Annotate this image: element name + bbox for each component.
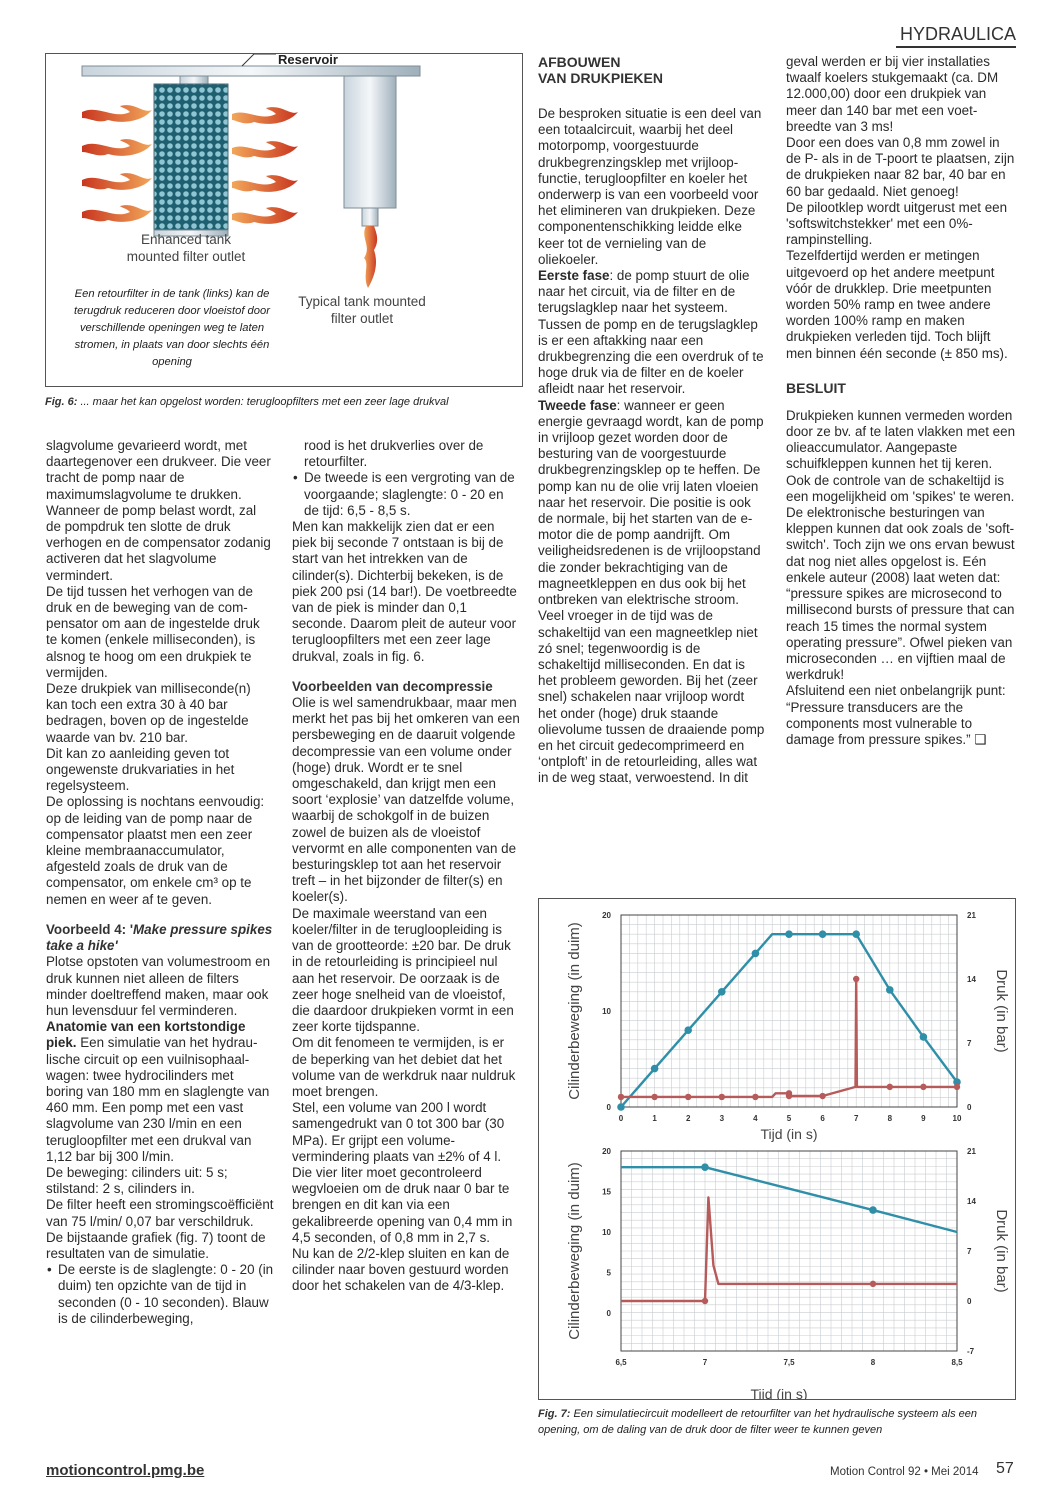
- y-tick-label: 10: [602, 1227, 611, 1237]
- x-tick-label: 8,5: [951, 1358, 963, 1367]
- x-tick-label: 10: [952, 1114, 962, 1123]
- x-axis-label: Tijd (in s): [750, 1386, 808, 1399]
- column-1: [46, 438, 274, 1327]
- y2-tick-label: 21: [967, 1147, 976, 1156]
- figure-6-caption: [45, 394, 525, 410]
- paragraph: De filter heeft een stromingscoëfficiënt van 75 l/min/ 0,07 bar verschildruk.: [46, 1197, 274, 1229]
- y2-tick-label: 0: [967, 1297, 972, 1306]
- paragraph: Tezelfdertijd werden er metingen uitgevoerd op het andere meetpunt vóór de drukklep. Drie meetpunten worden 50% ramp en twee andere worden 100% ramp en maken drukpieken verleden tijd. Toch blijft men binnen één seconde (± 850 ms).: [786, 248, 1008, 361]
- data-point: [954, 1084, 960, 1090]
- single-outflow-arrow: [364, 226, 377, 288]
- paragraph: De maximale weerstand van een koeler/filter in de terugloopleiding is van de grootteorde: ±20 bar. De druk in de retourleiding is principieel nul aan het reservoir. De oorzaak is de zeer hoge snelheid van de vloeistof, die daardoor drukpieken vormt in een zeer korte tijdspanne.: [292, 905, 514, 1035]
- enhanced-label-line1: Enhanced tank: [140, 232, 232, 247]
- enhanced-label-line2: mounted filter outlet: [126, 249, 246, 264]
- y2-tick-label: 14: [967, 975, 976, 984]
- paragraph: Olie is wel samendrukbaar, maar men merkt het pas bij het omkeren van een persbeweging en de daaruit volgende decompressie van een volume onder (hoge) druk. Wordt er te snel omgeschakeld, dan krijgt men een soort ‘explosie’ van datzelfde volume, waarbij de schokgolf in de buizen zowel de buizen als de vloeistof vervormt en alle componenten van de besturingsklep tot aan het reservoir treft – in het bijzonder de filter(s) en koeler(s).: [292, 695, 520, 905]
- data-point: [752, 950, 760, 958]
- simulation-charts: [539, 899, 1015, 1399]
- data-point: [920, 1033, 928, 1041]
- paragraph: Deze drukpiek van milliseconde(n) kan toch een extra 30 à 40 bar bedragen, boven op de ingestelde waarde van bv. 210 bar.: [46, 681, 251, 745]
- paragraph: Dit kan zo aanleiding geven tot ongewenste drukvariaties in het regelsysteem.: [46, 745, 235, 794]
- outflow-arrows-left: [82, 105, 152, 222]
- data-point: [819, 930, 827, 938]
- paragraph: slagvolume gevarieerd wordt, met daartegenover een drukveer. Die veer tracht de pomp naar de maximumslagvolume te drukken. Wanneer de pomp belast wordt, zal de pompdruk ten slotte de druk verhogen en de compensator zodanig activeren dat het slagvolume vermindert.: [46, 438, 271, 583]
- x-tick-label: 7: [702, 1358, 708, 1367]
- data-point: [651, 1094, 657, 1100]
- y-axis-label: Cilinderbeweging (in duim): [566, 1162, 583, 1340]
- paragraph: De besproken situatie is een deel van een totaalcircuit, waarbij het deel motorpomp, voorgestuurde drukbegrenzingsklep met vrijloopfunctie, terugloopfilter en koeler het onderwerp is van een voorbeeld voor het elimineren van drukpieken. Deze componentenschikking leidde elke keer tot de vernieling van de oliekoeler.: [538, 106, 762, 267]
- list-item: • De tweede is een vergroting van de voorgaande; slaglengte: 0 - 20 en de tijd: 6,5 - 8,5 s.: [304, 470, 520, 519]
- chart-1: [566, 911, 1010, 1142]
- x-axis-label: Tijd (in s): [760, 1126, 818, 1142]
- x-tick-label: 9: [921, 1114, 926, 1123]
- chart-grid: [621, 1151, 957, 1351]
- y-axis-label: Cilinderbeweging (in duim): [566, 922, 583, 1100]
- svg-text:Een retourfilter in de tank (l: Een retourfilter in de tank (links) kan de: [74, 288, 270, 300]
- paragraph: De beweging: cilinders uit: 5 s; stilstand: 2 s, cilinders in.: [46, 1164, 228, 1197]
- y-tick-label: 0: [606, 1103, 611, 1112]
- x-tick-label: 7: [853, 1114, 859, 1123]
- x-tick-label: 1: [652, 1114, 657, 1123]
- data-point: [870, 1281, 876, 1287]
- subheading-voorbeeld-4: Voorbeeld 4: 'Make pressure spikes take a hike': [46, 921, 273, 954]
- x-tick-label: 8: [887, 1114, 893, 1123]
- section-heading-besluit: BESLUIT: [786, 379, 846, 396]
- paragraph: Men kan makkelijk zien dat er een piek bij seconde 7 ontstaan is bij de start van het intrekken van de cilinder(s). Dichterbij bekeken, is de piek 200 psi (14 bar!). De voetbreedte van de piek is minder dan 0,1 seconde. Daarom pleit de auteur voor terugloopfilters met een zeer lage drukval, zoals in fig. 6.: [292, 519, 517, 664]
- section-header: [896, 24, 1016, 48]
- data-point: [701, 1163, 709, 1171]
- typical-filter-housing: [344, 76, 396, 208]
- data-point: [684, 1026, 692, 1034]
- caption-text: ... maar het kan opgelost worden: terugloopfilters met een zeer lage drukval: [77, 396, 449, 408]
- paragraph: Door een does van 0,8 mm zowel in de P- als in de T-poort te plaatsen, zijn de drukpieken naar 82 bar, 40 bar en 60 bar gedaald. Niet genoeg!: [786, 135, 1015, 199]
- section-title: HYDRAULICA: [899, 24, 1016, 44]
- data-point: [819, 1093, 825, 1099]
- paragraph: De pilootklep wordt uitgerust met een 'softswitchstekker' met een 0%-rampinstelling.: [786, 199, 1008, 248]
- y-tick-label: 10: [602, 1007, 611, 1016]
- footer-url[interactable]: motioncontrol.pmg.be: [46, 1462, 205, 1479]
- column-4: [786, 54, 1016, 748]
- x-tick-label: 4: [753, 1114, 758, 1123]
- end-mark-icon: ❑: [974, 731, 987, 747]
- svg-text:opening: opening: [152, 356, 192, 368]
- x-tick-label: 5: [786, 1114, 792, 1123]
- list-item-continued: rood is het drukverlies over de retourfilter.: [304, 438, 484, 470]
- y2-tick-label: -7: [967, 1347, 975, 1356]
- data-point: [651, 1065, 659, 1073]
- data-point: [853, 976, 859, 982]
- paragraph: geval werden er bij vier installaties twaalf koelers stukgemaakt (ca. DM 12.000,00) door een drukpiek van meer dan 140 bar met een voetbreedte van 3 ms!: [786, 54, 999, 134]
- y2-tick-label: 7: [967, 1039, 972, 1048]
- y2-tick-label: 21: [967, 911, 976, 920]
- reservoir-label: Reservoir: [278, 54, 338, 67]
- data-point: [887, 1084, 893, 1090]
- data-point: [886, 986, 894, 994]
- caption-text: Een simulatiecircuit modelleert de retourfilter van het hydraulische systeem als een opening, om de daling van de druk door de filter weer te kunnen geven: [538, 1408, 977, 1436]
- x-tick-label: 0: [618, 1114, 624, 1123]
- section-underline: [896, 46, 1016, 48]
- y2-tick-label: 0: [967, 1103, 972, 1112]
- paragraph: Nu kan de 2/2-klep sluiten en kan de cilinder naar boven gestuurd worden door het schakelen van de 4/3-klep.: [292, 1245, 510, 1294]
- chart-2: [566, 1147, 1010, 1399]
- paragraph: Afsluitend een niet onbelangrijk punt: “Pressure transducers are the components most vulnerable to damage from pressure spikes.” ❑: [786, 683, 1006, 747]
- data-point: [869, 1206, 877, 1214]
- paragraph: Stel, een volume van 200 l wordt samengedrukt van 0 tot 300 bar (30 MPa). Er grijpt een volumevermindering plaats van ±2% of 4 l. Die vier liter moet gecontroleerd wegvloeien om de druk naar 0 bar te brengen en dit kan via een gekalibreerde opening van 0,4 mm in 4,5 seconden, of 0,8 mm in 2,7 s.: [292, 1100, 513, 1245]
- y2-tick-label: 7: [967, 1247, 972, 1256]
- paragraph: Drukpieken kunnen vermeden worden door ze bv. af te laten vlakken met een olieaccumulator. Aangepaste schuifkleppen kunnen het tij keren. Ook de controle van de schakeltijd is een mogelijkheid om 'spikes' te weren. De elektronische besturingen van kleppen kunnen dat ook zoals de 'soft-switch'. Toch zijn we ons ervan bewust dat nog niet alles opgelost is. Eén enkele auteur (2008) laat weten dat: “pressure spikes are microsecond to millisecond bursts of pressure that can reach 15 times the normal system operating pressure”. Ofwel pieken van microseconden … en vijftien maal de werkdruk!: [786, 407, 1016, 683]
- caption-label: Fig. 7:: [538, 1408, 571, 1420]
- bullet-list: [46, 1262, 274, 1327]
- column-3: [538, 54, 766, 787]
- y-tick-label: 20: [602, 911, 611, 920]
- paragraph: Veel vroeger in de tijd was de schakeltijd van een magneetklep niet zó snel; tegenwoordig is de schakeltijd milliseconden. En dat is het probleem geworden. Bij het (zeer snel) schakelen naar vrijloop wordt het onder (hoge) druk staande olievolume tussen de draaiende pomp en het circuit gedecomprimeerd en ‘ontploft’ in de retourleiding, alles wat in de weg staat, verwoestend. In dit: [538, 608, 765, 786]
- reservoir-plate: [82, 66, 420, 76]
- x-tick-label: 7,5: [783, 1358, 795, 1367]
- data-point: [786, 1093, 792, 1099]
- x-tick-label: 6: [820, 1114, 825, 1123]
- data-point: [618, 1094, 624, 1100]
- data-point: [785, 930, 793, 938]
- svg-text:terugdruk reduceren door vloei: terugdruk reduceren door vloeistof door: [74, 305, 270, 317]
- data-point: [920, 1084, 926, 1090]
- y2-tick-label: 14: [967, 1197, 976, 1206]
- typical-label-line1: Typical tank mounted: [298, 294, 426, 309]
- y-tick-label: 5: [606, 1268, 611, 1278]
- data-point: [617, 1103, 625, 1111]
- figure-7: [538, 898, 1016, 1400]
- figure-7-caption: [538, 1406, 1008, 1438]
- bullet-list: [292, 438, 520, 519]
- svg-text:stromen, in plaats van door sl: stromen, in plaats van door slechts één: [74, 339, 270, 351]
- filter-illustration: [46, 54, 522, 386]
- paragraph: Plotse opstoten van volumestroom en druk kunnen niet alleen de filters minder doeltreffend maken, maar ook hun levensduur fel verminderen.: [46, 954, 271, 1018]
- data-point: [752, 1094, 758, 1100]
- inset-caption: [74, 288, 271, 368]
- subheading-decompressie: Voorbeelden van decompressie: [292, 678, 493, 694]
- footer-issue: Motion Control 92 • Mei 2014: [830, 1466, 979, 1478]
- paragraph: Anatomie van een kortstondige piek. Een simulatie van het hydraulische circuit op een vuilnisophaalwagen: twee hydrocilinders met boring van 180 mm en slaglengte van 460 mm. Een pomp met een vast slagvolume van 230 l/min en een terugloopfilter met een drukval van 1,12 bar bij 300 l/min.: [46, 1019, 270, 1164]
- data-point: [719, 1094, 725, 1100]
- figure-6: [45, 53, 523, 387]
- paragraph: De bijstaande grafiek (fig. 7) toont de resultaten van de simulatie.: [46, 1229, 266, 1261]
- y2-axis-label: Druk (in bar): [993, 1209, 1010, 1293]
- data-point: [685, 1094, 691, 1100]
- x-tick-label: 6,5: [615, 1358, 627, 1367]
- paragraph: Om dit fenomeen te vermijden, is er de beperking van het debiet dat het volume van de werkdruk naar nuldruk moet brengen.: [292, 1035, 516, 1099]
- section-heading-afbouwen: AFBOUWEN VAN DRUKPIEKEN: [538, 54, 663, 86]
- svg-text:verschillende openingen weg te: verschillende openingen weg te laten: [79, 322, 265, 334]
- page-number: 57: [996, 1460, 1014, 1477]
- y-tick-label: 15: [602, 1187, 611, 1197]
- paragraph: Eerste fase: de pomp stuurt de olie naar het circuit, via de filter en de terugslagklep naar het systeem. Tussen de pomp en de terugslagklep is er een aftakking naar een drukbegrenzing die een overdruk of te hoge druk via de filter en de koeler afleidt naar het reservoir.: [538, 268, 764, 397]
- outflow-arrows-right: [232, 107, 298, 224]
- paragraph: De tijd tussen het verhogen van de druk en de beweging van de compensator om aan de ingestelde druk te komen (enkele milliseconden), is alsnog te hoog om een drukpiek te vermijden.: [46, 583, 260, 680]
- x-tick-label: 8: [870, 1358, 876, 1367]
- typical-label-line2: filter outlet: [330, 311, 394, 326]
- data-point: [852, 930, 860, 938]
- enhanced-filter-element: [154, 84, 228, 232]
- column-2: [292, 438, 520, 1295]
- x-tick-label: 3: [719, 1114, 725, 1123]
- y-tick-label: 20: [602, 1147, 611, 1156]
- x-tick-label: 2: [685, 1114, 691, 1123]
- data-point: [718, 988, 726, 996]
- list-item: • De eerste is de slaglengte: 0 - 20 (in duim) ten opzichte van de tijd in seconden (0 - 10 seconden). Blauw is de cilinderbeweging,: [58, 1262, 274, 1327]
- y-tick-label: 0: [606, 1308, 611, 1318]
- y2-axis-label: Druk (in bar): [993, 969, 1010, 1053]
- data-point: [702, 1298, 708, 1304]
- chart-grid: [621, 915, 957, 1107]
- caption-label: Fig. 6:: [45, 396, 78, 408]
- paragraph: De oplossing is nochtans eenvoudig: op de leiding van de pomp naar de compensator plaatst men een zeer kleine membraanaccumulator, afgesteld zoals de druk van de compensator, om enkele cm³ op te nemen en weer af te geven.: [46, 794, 265, 907]
- paragraph: Tweede fase: wanneer er geen energie gevraagd wordt, kan de pomp in vrijloop gezet worden door de besturing van de voorgestuurde drukbegrenzingsklep op te heffen. De pomp kan nu de olie vrij laten vloeien naar het reservoir. Die positie is ook de normale, bij het starten van de e-motor die de pomp aandrijft. Om veiligheidsredenen is de vrijloopstand die zonder bekrachtiging van de magneetkleppen en dus ook bij het ontbreken van elektrische stroom.: [538, 397, 764, 608]
